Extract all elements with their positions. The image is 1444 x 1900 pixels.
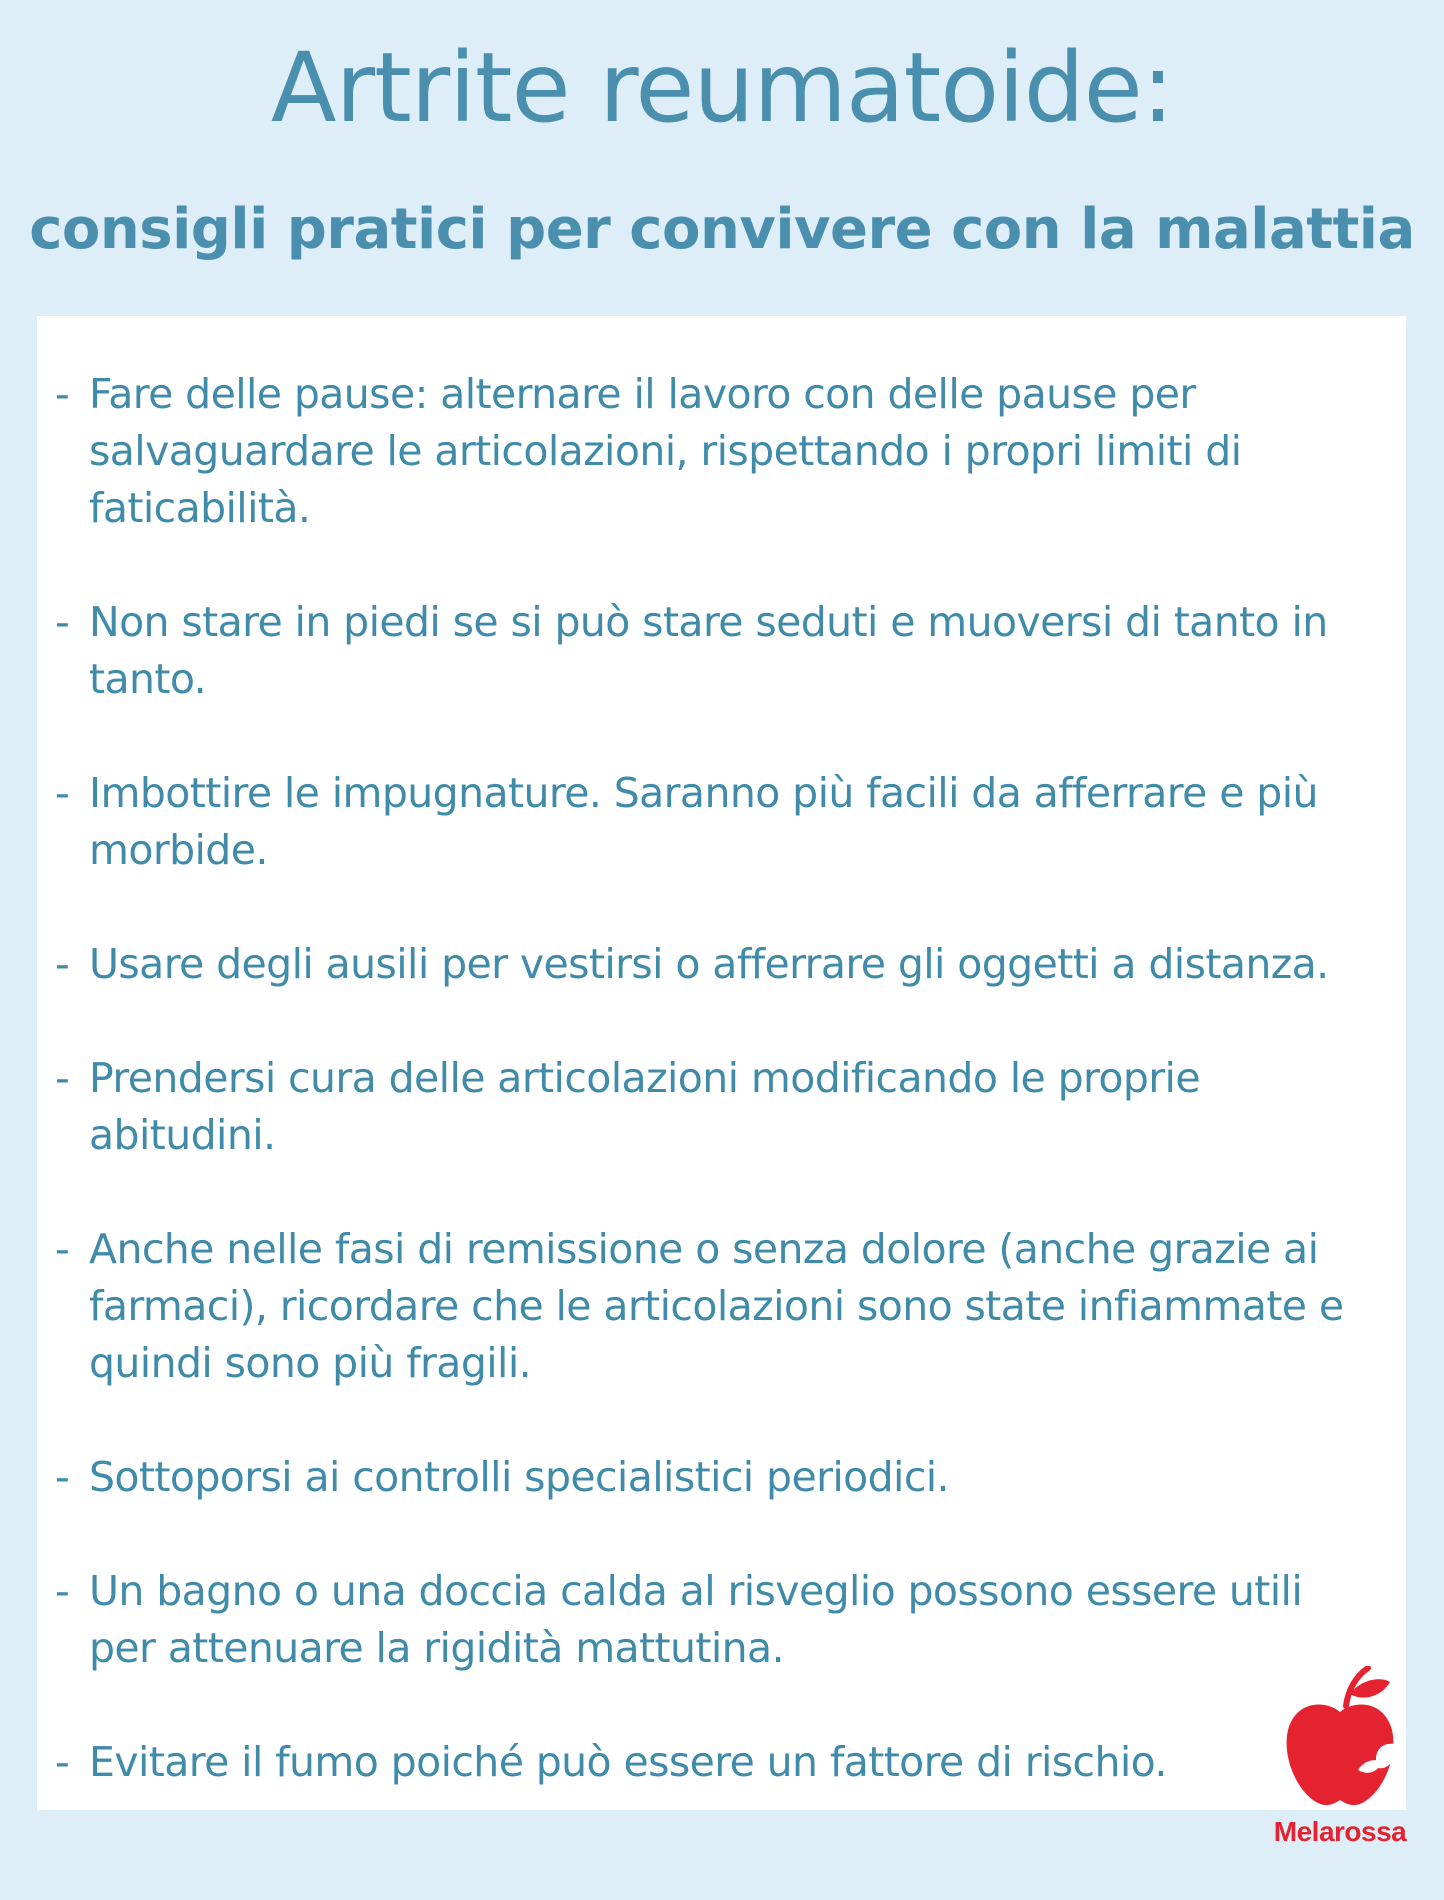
tip-item: - Usare degli ausili per vestirsi o afferrare gli oggetti a distanza. [51,936,1361,993]
brand-name: Melarossa [1273,1816,1407,1847]
tip-item: - Prendersi cura delle articolazioni modificando le proprie abitudini. [51,1050,1361,1164]
tip-item: - Evitare il fumo poiché può essere un fattore di rischio. [51,1734,1361,1791]
tips-list [51,366,1361,1848]
brand-logo [1250,1666,1430,1866]
tip-item: - Fare delle pause: alternare il lavoro con delle pause per salvaguardare le articolazioni, rispettando i propri limiti di faticabilità. [51,366,1361,537]
tip-item: - Non stare in piedi se si può stare seduti e muoversi di tanto in tanto. [51,594,1361,708]
apple-icon [1282,1666,1398,1812]
tip-item: - Imbottire le impugnature. Saranno più facili da afferrare e più morbide. [51,765,1361,879]
tip-item: - Sottoporsi ai controlli specialistici periodici. [51,1449,1361,1506]
page-title: Artrite reumatoide: [270,32,1174,144]
tips-card [37,316,1406,1810]
tip-item: - Un bagno o una doccia calda al risveglio possono essere utili per attenuare la rigidità mattutina. [51,1563,1361,1677]
tip-item: - Anche nelle fasi di remissione o senza dolore (anche grazie ai farmaci), ricordare che le articolazioni sono state infiammate e quindi sono più fragili. [51,1221,1361,1392]
page-subtitle: consigli pratici per convivere con la malattia [29,197,1415,262]
